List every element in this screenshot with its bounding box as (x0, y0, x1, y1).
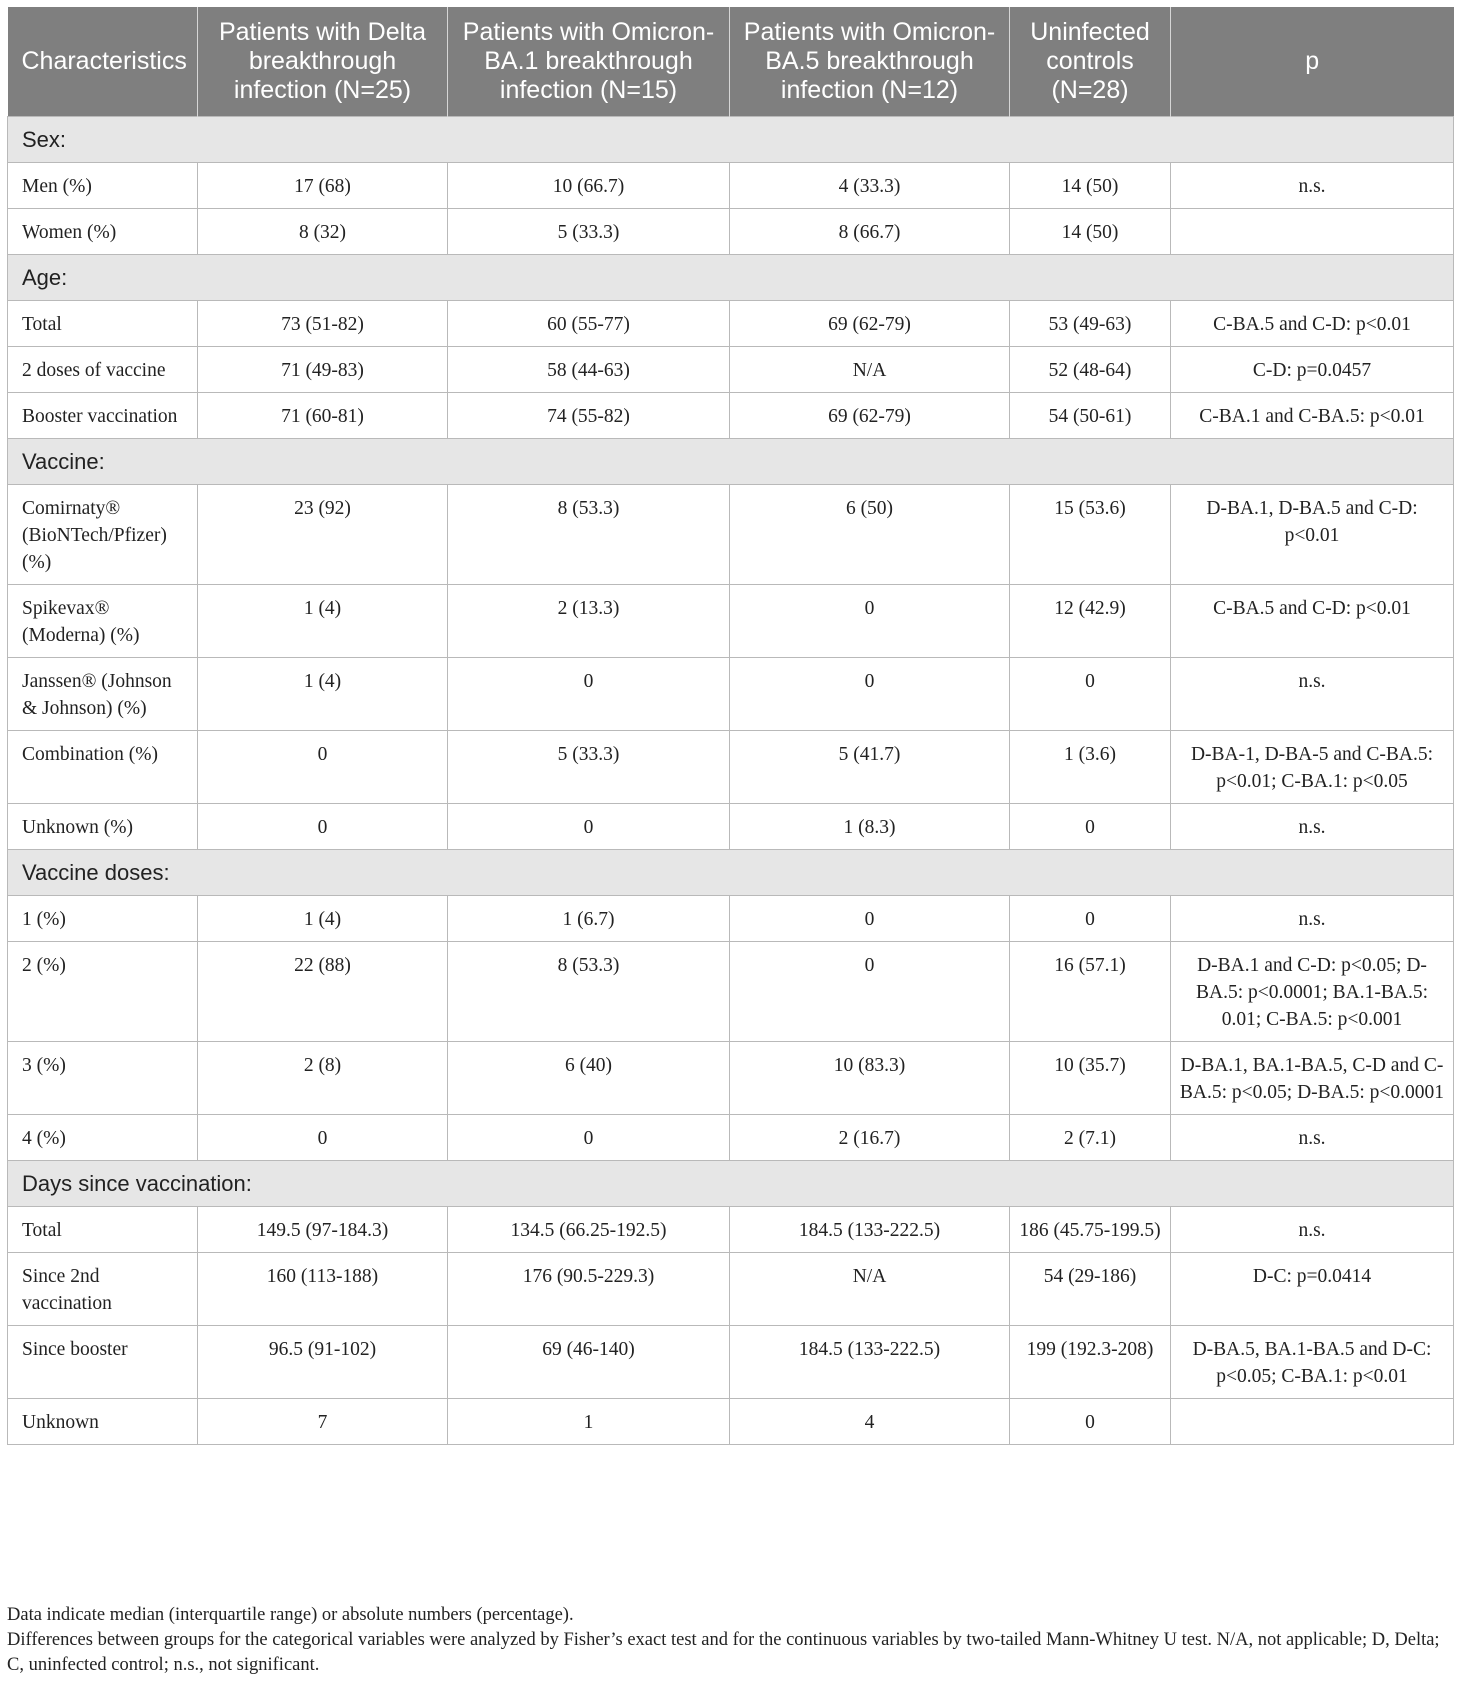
p-value: C-D: p=0.0457 (1171, 347, 1454, 393)
p-value: D-C: p=0.0414 (1171, 1253, 1454, 1326)
delta-value: 0 (198, 731, 448, 804)
p-value: D-BA.5, BA.1-BA.5 and D-C: p<0.05; C-BA.1: p<0.01 (1171, 1326, 1454, 1399)
characteristic-label: Comirnaty® (BioNTech/Pfizer) (%) (8, 485, 198, 585)
omicron-ba5-value: N/A (730, 1253, 1010, 1326)
delta-value: 8 (32) (198, 209, 448, 255)
controls-value: 15 (53.6) (1010, 485, 1171, 585)
column-header-characteristics: Characteristics (8, 7, 198, 117)
controls-value: 14 (50) (1010, 209, 1171, 255)
p-value: D-BA-1, D-BA-5 and C-BA.5: p<0.01; C-BA.1: p<0.05 (1171, 731, 1454, 804)
delta-value: 71 (49-83) (198, 347, 448, 393)
omicron-ba1-value: 8 (53.3) (448, 942, 730, 1042)
section-header-label: Days since vaccination: (8, 1161, 1454, 1207)
table-body (8, 117, 1454, 1445)
p-value: D-BA.1, D-BA.5 and C-D: p<0.01 (1171, 485, 1454, 585)
section-header-label: Vaccine: (8, 439, 1454, 485)
p-value (1171, 209, 1454, 255)
omicron-ba5-value: N/A (730, 347, 1010, 393)
delta-value: 1 (4) (198, 896, 448, 942)
table-row (8, 896, 1454, 942)
delta-value: 149.5 (97-184.3) (198, 1207, 448, 1253)
characteristic-label: Total (8, 1207, 198, 1253)
omicron-ba1-value: 5 (33.3) (448, 731, 730, 804)
controls-value: 10 (35.7) (1010, 1042, 1171, 1115)
delta-value: 0 (198, 1115, 448, 1161)
characteristic-label: Men (%) (8, 163, 198, 209)
omicron-ba1-value: 5 (33.3) (448, 209, 730, 255)
omicron-ba5-value: 184.5 (133-222.5) (730, 1326, 1010, 1399)
section-header-row (8, 850, 1454, 896)
omicron-ba5-value: 2 (16.7) (730, 1115, 1010, 1161)
omicron-ba1-value: 0 (448, 1115, 730, 1161)
characteristic-label: Women (%) (8, 209, 198, 255)
characteristic-label: Unknown (%) (8, 804, 198, 850)
omicron-ba1-value: 0 (448, 804, 730, 850)
omicron-ba5-value: 10 (83.3) (730, 1042, 1010, 1115)
column-header-controls: Uninfected controls (N=28) (1010, 7, 1171, 117)
footnote-statistics: Differences between groups for the categorical variables were analyzed by Fisher’s exact test and for the continuous variables by two-tailed Mann-Whitney U test. N/A, not applicable; D, Delta; C, uninfected control; n.s., not significant. (7, 1630, 1440, 1675)
characteristics-table (7, 7, 1454, 1445)
omicron-ba5-value: 0 (730, 585, 1010, 658)
table-footnotes (7, 1603, 1453, 1678)
characteristic-label: Janssen® (Johnson & Johnson) (%) (8, 658, 198, 731)
delta-value: 2 (8) (198, 1042, 448, 1115)
controls-value: 14 (50) (1010, 163, 1171, 209)
characteristic-label: Unknown (8, 1399, 198, 1445)
omicron-ba1-value: 1 (6.7) (448, 896, 730, 942)
characteristic-label: Spikevax® (Moderna) (%) (8, 585, 198, 658)
p-value: C-BA.5 and C-D: p<0.01 (1171, 585, 1454, 658)
omicron-ba5-value: 0 (730, 658, 1010, 731)
p-value: n.s. (1171, 1207, 1454, 1253)
column-header-omicron-ba1: Patients with Omicron-BA.1 breakthrough infection (N=15) (448, 7, 730, 117)
table-row (8, 585, 1454, 658)
controls-value: 186 (45.75-199.5) (1010, 1207, 1171, 1253)
table-row (8, 209, 1454, 255)
controls-value: 0 (1010, 804, 1171, 850)
characteristic-label: Total (8, 301, 198, 347)
omicron-ba5-value: 8 (66.7) (730, 209, 1010, 255)
omicron-ba5-value: 69 (62-79) (730, 301, 1010, 347)
delta-value: 0 (198, 804, 448, 850)
characteristic-label: Combination (%) (8, 731, 198, 804)
p-value: D-BA.1, BA.1-BA.5, C-D and C-BA.5: p<0.05; D-BA.5: p<0.0001 (1171, 1042, 1454, 1115)
p-value: n.s. (1171, 896, 1454, 942)
characteristic-label: 3 (%) (8, 1042, 198, 1115)
omicron-ba5-value: 6 (50) (730, 485, 1010, 585)
delta-value: 96.5 (91-102) (198, 1326, 448, 1399)
delta-value: 17 (68) (198, 163, 448, 209)
table-row (8, 658, 1454, 731)
table-row (8, 804, 1454, 850)
omicron-ba1-value: 134.5 (66.25-192.5) (448, 1207, 730, 1253)
column-header-omicron-ba5: Patients with Omicron-BA.5 breakthrough infection (N=12) (730, 7, 1010, 117)
controls-value: 12 (42.9) (1010, 585, 1171, 658)
omicron-ba5-value: 184.5 (133-222.5) (730, 1207, 1010, 1253)
delta-value: 71 (60-81) (198, 393, 448, 439)
omicron-ba1-value: 6 (40) (448, 1042, 730, 1115)
characteristic-label: 4 (%) (8, 1115, 198, 1161)
section-header-row (8, 117, 1454, 163)
section-header-label: Vaccine doses: (8, 850, 1454, 896)
omicron-ba1-value: 1 (448, 1399, 730, 1445)
characteristic-label: 2 (%) (8, 942, 198, 1042)
table-row (8, 1115, 1454, 1161)
delta-value: 7 (198, 1399, 448, 1445)
delta-value: 1 (4) (198, 658, 448, 731)
table-row (8, 1042, 1454, 1115)
omicron-ba5-value: 5 (41.7) (730, 731, 1010, 804)
table-row (8, 731, 1454, 804)
table-row (8, 301, 1454, 347)
section-header-row (8, 439, 1454, 485)
controls-value: 16 (57.1) (1010, 942, 1171, 1042)
controls-value: 2 (7.1) (1010, 1115, 1171, 1161)
characteristic-label: Since booster (8, 1326, 198, 1399)
table-row (8, 393, 1454, 439)
table-row (8, 163, 1454, 209)
omicron-ba1-value: 2 (13.3) (448, 585, 730, 658)
omicron-ba1-value: 176 (90.5-229.3) (448, 1253, 730, 1326)
controls-value: 54 (50-61) (1010, 393, 1171, 439)
omicron-ba1-value: 74 (55-82) (448, 393, 730, 439)
table-row (8, 1253, 1454, 1326)
characteristics-table-container (7, 7, 1453, 1445)
p-value: C-BA.1 and C-BA.5: p<0.01 (1171, 393, 1454, 439)
table-row (8, 485, 1454, 585)
characteristic-label: 1 (%) (8, 896, 198, 942)
section-header-label: Age: (8, 255, 1454, 301)
column-header-delta: Patients with Delta breakthrough infection (N=25) (198, 7, 448, 117)
table-row (8, 347, 1454, 393)
delta-value: 1 (4) (198, 585, 448, 658)
section-header-row (8, 255, 1454, 301)
characteristic-label: Since 2nd vaccination (8, 1253, 198, 1326)
omicron-ba5-value: 0 (730, 942, 1010, 1042)
omicron-ba1-value: 69 (46-140) (448, 1326, 730, 1399)
section-header-label: Sex: (8, 117, 1454, 163)
p-value: n.s. (1171, 163, 1454, 209)
omicron-ba5-value: 4 (33.3) (730, 163, 1010, 209)
omicron-ba1-value: 8 (53.3) (448, 485, 730, 585)
controls-value: 53 (49-63) (1010, 301, 1171, 347)
delta-value: 73 (51-82) (198, 301, 448, 347)
controls-value: 0 (1010, 658, 1171, 731)
omicron-ba1-value: 58 (44-63) (448, 347, 730, 393)
table-header-row (8, 7, 1454, 117)
omicron-ba1-value: 0 (448, 658, 730, 731)
controls-value: 0 (1010, 1399, 1171, 1445)
table-row (8, 1399, 1454, 1445)
delta-value: 160 (113-188) (198, 1253, 448, 1326)
characteristic-label: 2 doses of vaccine (8, 347, 198, 393)
delta-value: 23 (92) (198, 485, 448, 585)
p-value: C-BA.5 and C-D: p<0.01 (1171, 301, 1454, 347)
table-row (8, 1326, 1454, 1399)
p-value (1171, 1399, 1454, 1445)
omicron-ba5-value: 0 (730, 896, 1010, 942)
controls-value: 1 (3.6) (1010, 731, 1171, 804)
omicron-ba5-value: 69 (62-79) (730, 393, 1010, 439)
omicron-ba5-value: 4 (730, 1399, 1010, 1445)
footnote-data-description: Data indicate median (interquartile range) or absolute numbers (percentage). (7, 1605, 574, 1625)
table-row (8, 1207, 1454, 1253)
controls-value: 54 (29-186) (1010, 1253, 1171, 1326)
column-header-p: p (1171, 7, 1454, 117)
p-value: D-BA.1 and C-D: p<0.05; D-BA.5: p<0.0001; BA.1-BA.5: 0.01; C-BA.5: p<0.001 (1171, 942, 1454, 1042)
p-value: n.s. (1171, 658, 1454, 731)
p-value: n.s. (1171, 1115, 1454, 1161)
characteristic-label: Booster vaccination (8, 393, 198, 439)
delta-value: 22 (88) (198, 942, 448, 1042)
table-row (8, 942, 1454, 1042)
controls-value: 199 (192.3-208) (1010, 1326, 1171, 1399)
omicron-ba5-value: 1 (8.3) (730, 804, 1010, 850)
controls-value: 52 (48-64) (1010, 347, 1171, 393)
section-header-row (8, 1161, 1454, 1207)
p-value: n.s. (1171, 804, 1454, 850)
controls-value: 0 (1010, 896, 1171, 942)
omicron-ba1-value: 60 (55-77) (448, 301, 730, 347)
omicron-ba1-value: 10 (66.7) (448, 163, 730, 209)
